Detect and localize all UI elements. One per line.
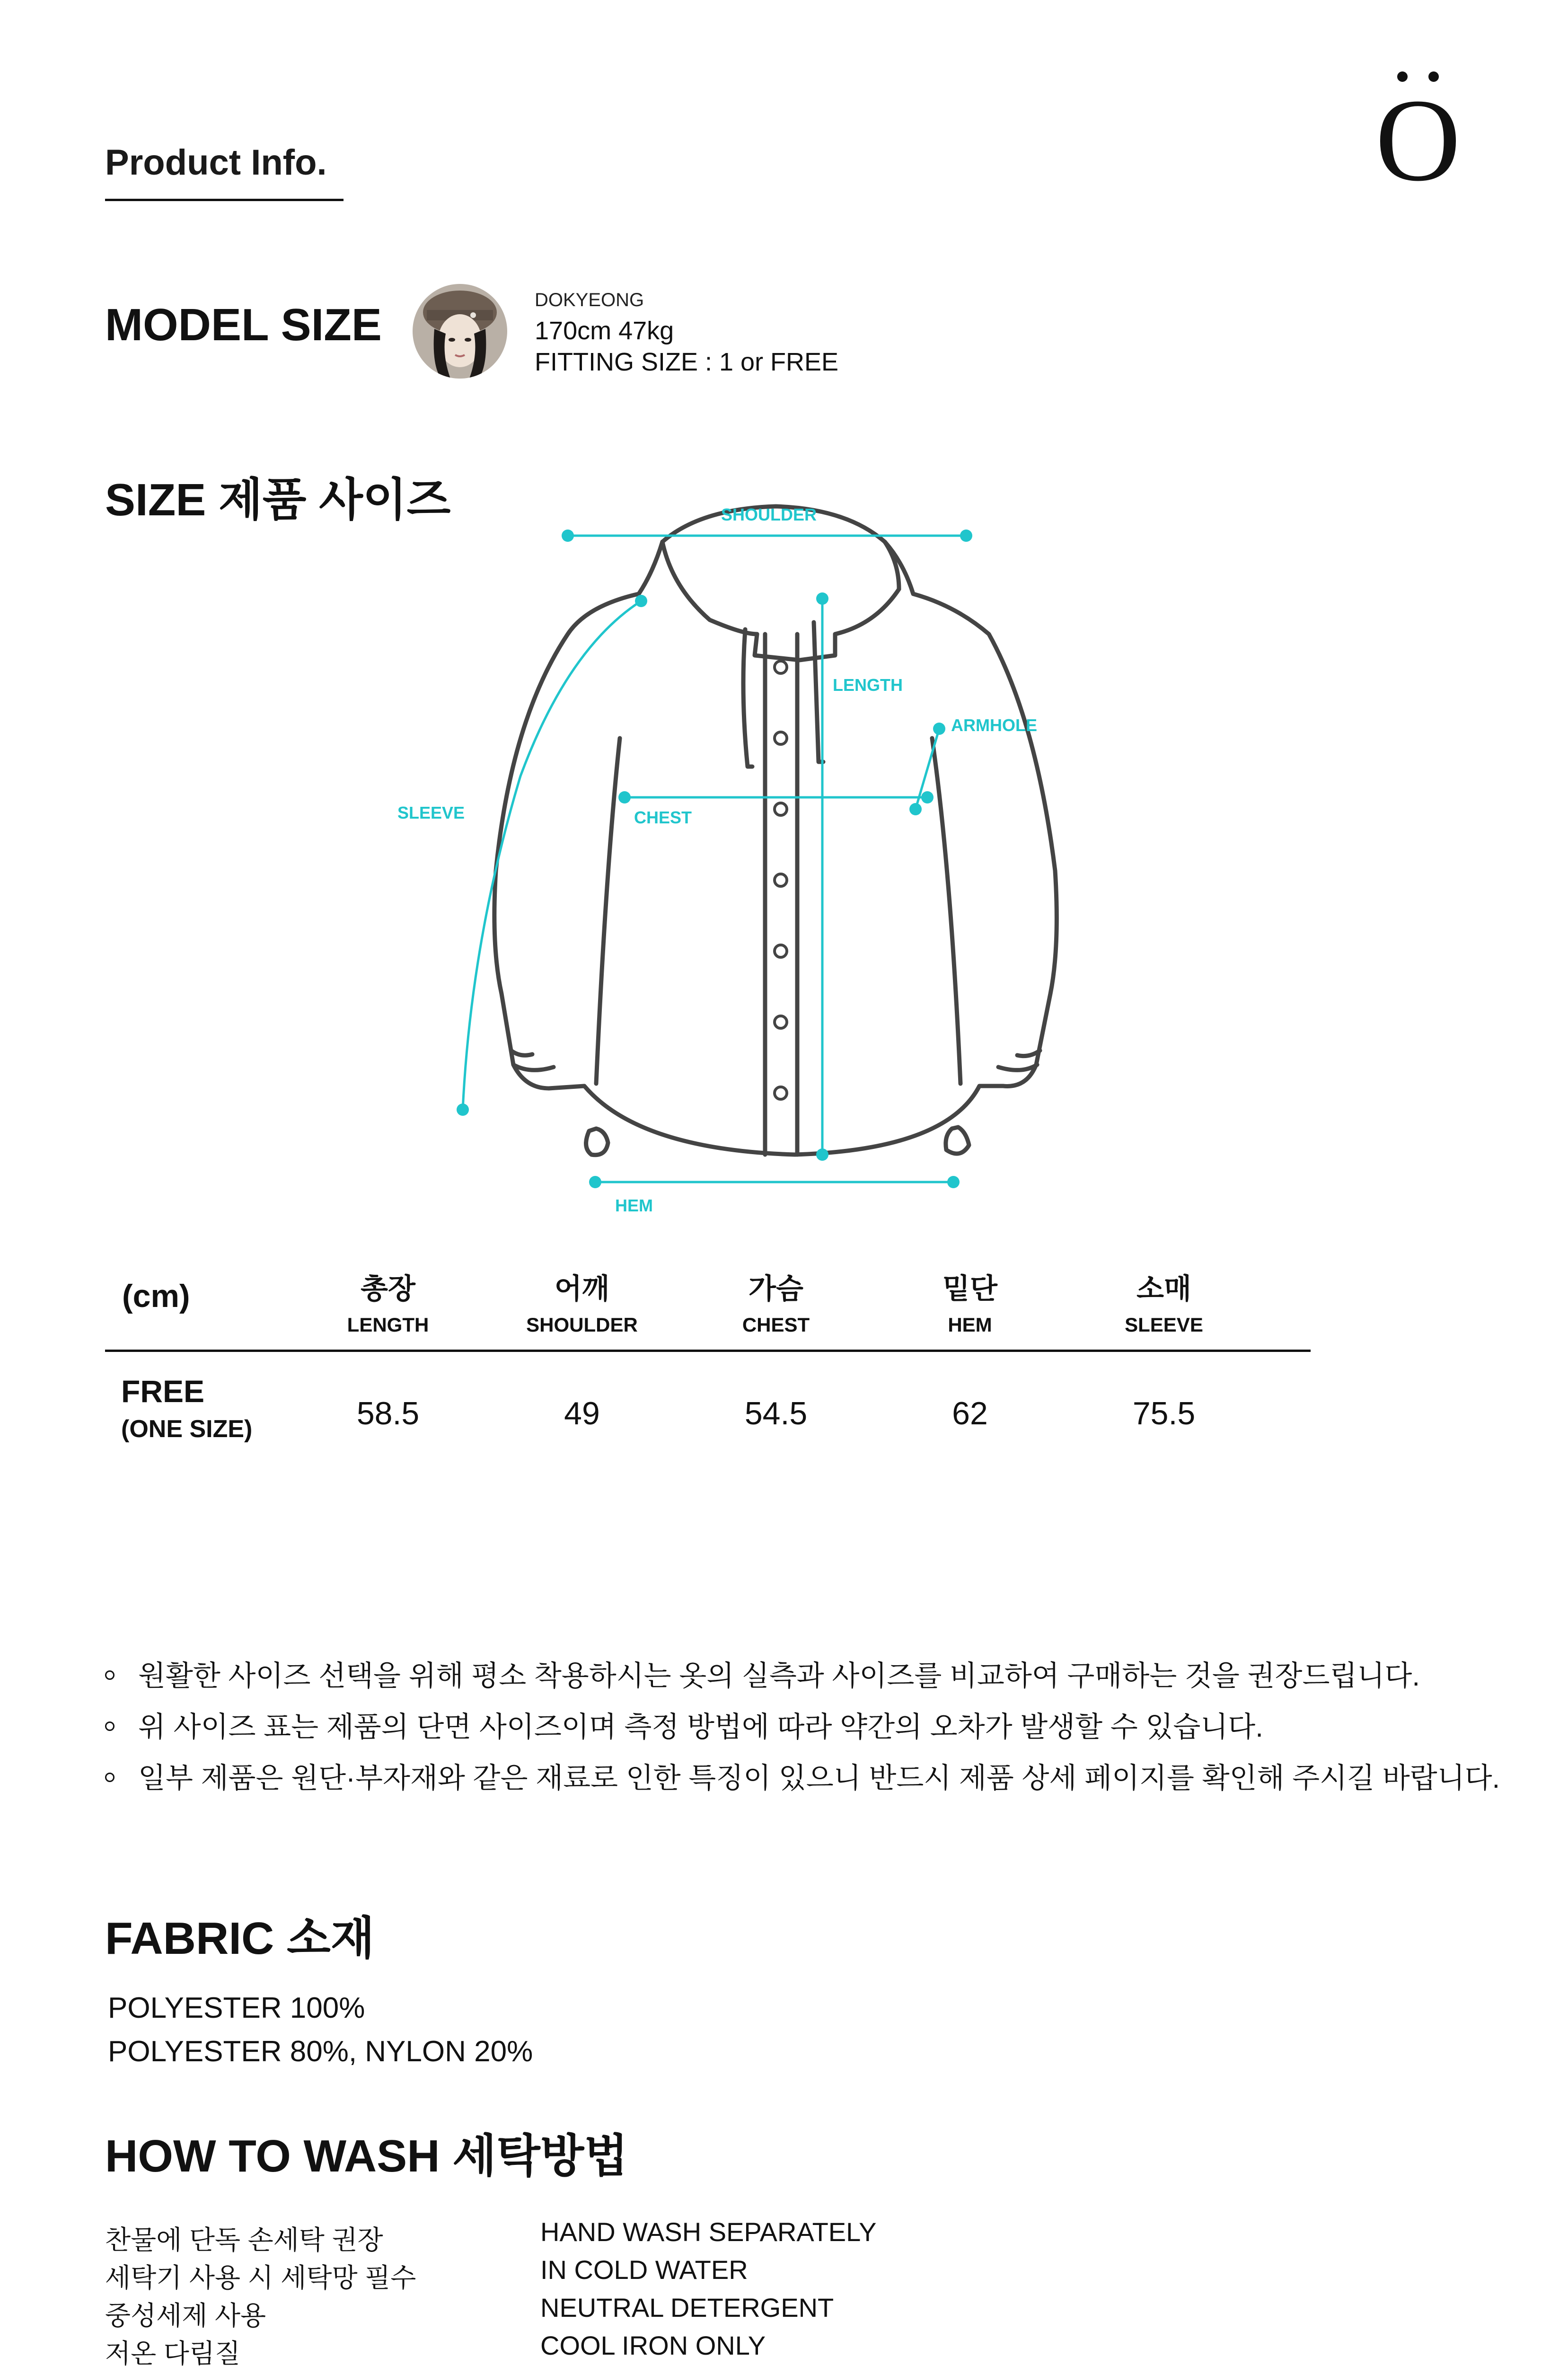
bullet-icon [105,1722,115,1731]
jacket-buttons [775,661,787,1099]
table-divider [105,1350,1311,1352]
wash-instruction-kr: 중성세제 사용 [105,2301,266,2331]
model-avatar [413,284,507,379]
value-shoulder: 49 [564,1395,600,1431]
model-size-title: MODEL SIZE [105,300,382,350]
label-hem: HEM [615,1196,653,1215]
column-header-en: LENGTH [347,1314,429,1336]
note-text: 일부 제품은 원단·부자재와 같은 재료로 인한 특징이 있으니 반드시 제품 상세 페이지를 확인해 주시길 바랍니다. [138,1762,1500,1794]
wash-title: HOW TO WASH 세탁방법 [105,2131,628,2181]
column-header-length [303,1266,473,1336]
bullet-icon [105,1773,115,1782]
wash-instruction-kr: 세탁기 사용 시 세탁망 필수 [105,2263,416,2293]
column-header-en: CHEST [742,1314,810,1336]
label-armhole: ARMHOLE [951,715,1037,735]
note-item [105,1756,1500,1796]
fabric-title: FABRIC 소재 [105,1913,375,1964]
row-size-label: FREE [121,1374,205,1409]
garment-size-diagram [369,492,1126,1230]
wash-instruction-en: IN COLD WATER [540,2255,748,2285]
label-sleeve: SLEEVE [397,803,465,822]
note-text: 원활한 사이즈 선택을 위해 평소 착용하시는 옷의 실측과 사이즈를 비교하여 구매하는 것을 권장드립니다. [138,1660,1420,1692]
column-header-hem [885,1266,1055,1336]
value-chest: 54.5 [744,1395,808,1431]
column-header-kr: 밑단 [943,1273,997,1305]
wash-instruction-kr: 저온 다림질 [105,2339,241,2366]
logo-letter: O [1375,75,1461,189]
column-header-kr: 소매 [1136,1273,1191,1305]
product-info-heading: Product Info. [105,142,327,183]
label-shoulder: SHOULDER [721,505,817,524]
value-sleeve: 75.5 [1132,1395,1196,1431]
note-item [105,1653,1420,1694]
column-header-sleeve [1079,1266,1249,1336]
value-length: 58.5 [356,1395,420,1431]
size-title: SIZE 제품 사이즈 [105,475,451,525]
note-item [105,1704,1263,1745]
column-header-kr: 가슴 [749,1273,803,1305]
wash-instruction-en: COOL IRON ONLY [540,2331,766,2360]
column-header-en: HEM [948,1314,992,1336]
model-name: DOKYEONG [535,290,644,310]
wash-instruction-en: NEUTRAL DETERGENT [540,2293,834,2322]
label-length: LENGTH [833,675,903,695]
model-fitting-size: FITTING SIZE : 1 or FREE [535,348,839,376]
wash-instruction-en: HAND WASH SEPARATELY [540,2217,877,2247]
label-chest: CHEST [634,808,692,827]
wash-instruction-kr: 찬물에 단독 손세탁 권장 [105,2225,383,2255]
column-header-en: SLEEVE [1125,1314,1203,1336]
model-stats: 170cm 47kg [535,317,674,345]
column-header-kr: 총장 [361,1273,415,1305]
note-text: 위 사이즈 표는 제품의 단면 사이즈이며 측정 방법에 따라 약간의 오차가 발생할 수 있습니다. [138,1711,1263,1743]
column-header-shoulder [497,1266,667,1336]
column-header-chest [691,1266,861,1336]
row-size-sublabel: (ONE SIZE) [121,1415,253,1443]
fabric-line: POLYESTER 80%, NYLON 20% [108,2035,533,2068]
column-header-kr: 어깨 [555,1273,609,1305]
product-info-underline [105,199,344,201]
table-unit: (cm) [122,1278,190,1314]
jacket-outline [494,506,1057,1155]
value-hem: 62 [952,1395,988,1431]
fabric-line: POLYESTER 100% [108,1992,365,2024]
column-header-en: SHOULDER [526,1314,638,1336]
bullet-icon [105,1670,115,1680]
umlaut-o-logo [1373,66,1463,189]
